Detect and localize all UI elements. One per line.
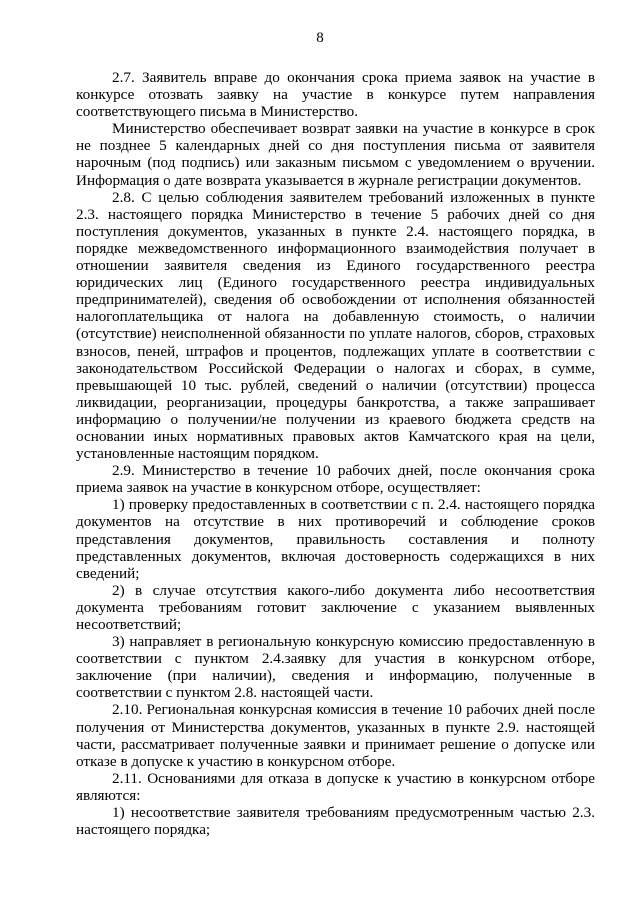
list-item-2-9-3: 3) направляет в региональную конкурсную комиссию предоставленную в соответствии с пунктом 2.4.заявку для участия в конкурсном отборе, заключение (при наличии), сведения и информацию, полученные в соответствии с пунктом 2.8. настоящей части. (76, 633, 595, 702)
document-body (76, 69, 595, 838)
paragraph-2-7-return: Министерство обеспечивает возврат заявки на участие в конкурсе в срок не позднее 5 календарных дней со дня поступления письма от заявителя нарочным (под подпись) или заказным письмом с уведомлением о вручении. Информация о дате возврата указывается в журнале регистрации документов. (76, 120, 595, 189)
page-number: 8 (316, 30, 324, 46)
list-item-2-9-2: 2) в случае отсутствия какого-либо документа либо несоответствия документа требованиям готовит заключение с указанием выявленных несоответствий; (76, 581, 595, 633)
paragraph-2-9: 2.9. Министерство в течение 10 рабочих дней, после окончания срока приема заявок на участие в конкурсном отборе, осуществляет: (76, 462, 595, 497)
paragraph-2-11: 2.11. Основаниями для отказа в допуске к участию в конкурсном отборе являются: (76, 769, 595, 804)
list-item-2-9-1: 1) проверку предоставленных в соответствии с п. 2.4. настоящего порядка документов на отсутствие в них противоречий и соблюдение сроков представления документов, правильность составления и полноту представленных документов, включая достоверность содержащихся в них сведений; (76, 496, 595, 582)
paragraph-2-10: 2.10. Региональная конкурсная комиссия в течение 10 рабочих дней после получения от Министерства документов, указанных в пункте 2.9. настоящей части, рассматривает полученные заявки и принимает решение о допуске или отказе в допуске к участию в конкурсном отборе. (76, 701, 595, 770)
list-item-2-11-1: 1) несоответствие заявителя требованиям предусмотренным частью 2.3. настоящего порядка; (76, 804, 595, 839)
paragraph-2-7: 2.7. Заявитель вправе до окончания срока приема заявок на участие в конкурсе отозвать заявку на участие в конкурсе путем направления соответствующего письма в Министерство. (76, 69, 595, 121)
paragraph-2-8: 2.8. С целью соблюдения заявителем требований изложенных в пункте 2.3. настоящего порядка Министерство в течение 5 рабочих дней со дня поступления документов, указанных в пункте 2.4. настоящего порядка, в порядке межведомственного информационного взаимодействия получает в отношении заявителя сведения из Единого государственного реестра юридических лиц (Единого государственного реестра индивидуальных предпринимателей), сведения об освобождении от исполнения обязанностей налогоплательщика от налога на добавленную стоимость, о наличии (отсутствие) неисполненной обязанности по уплате налогов, сборов, страховых взносов, пеней, штрафов и процентов, подлежащих уплате в соответствии с законодательством Российской Федерации о налогах и сборах, в сумме, превышающей 10 тыс. рублей, сведений о наличии (отсутствии) процесса ликвидации, реорганизации, процедуры банкротства, а также запрашивает информацию о получении/не получении из краевого бюджета средств на основании иных нормативных правовых актов Камчатского края на цели, установленные настоящим порядком. (76, 188, 595, 463)
